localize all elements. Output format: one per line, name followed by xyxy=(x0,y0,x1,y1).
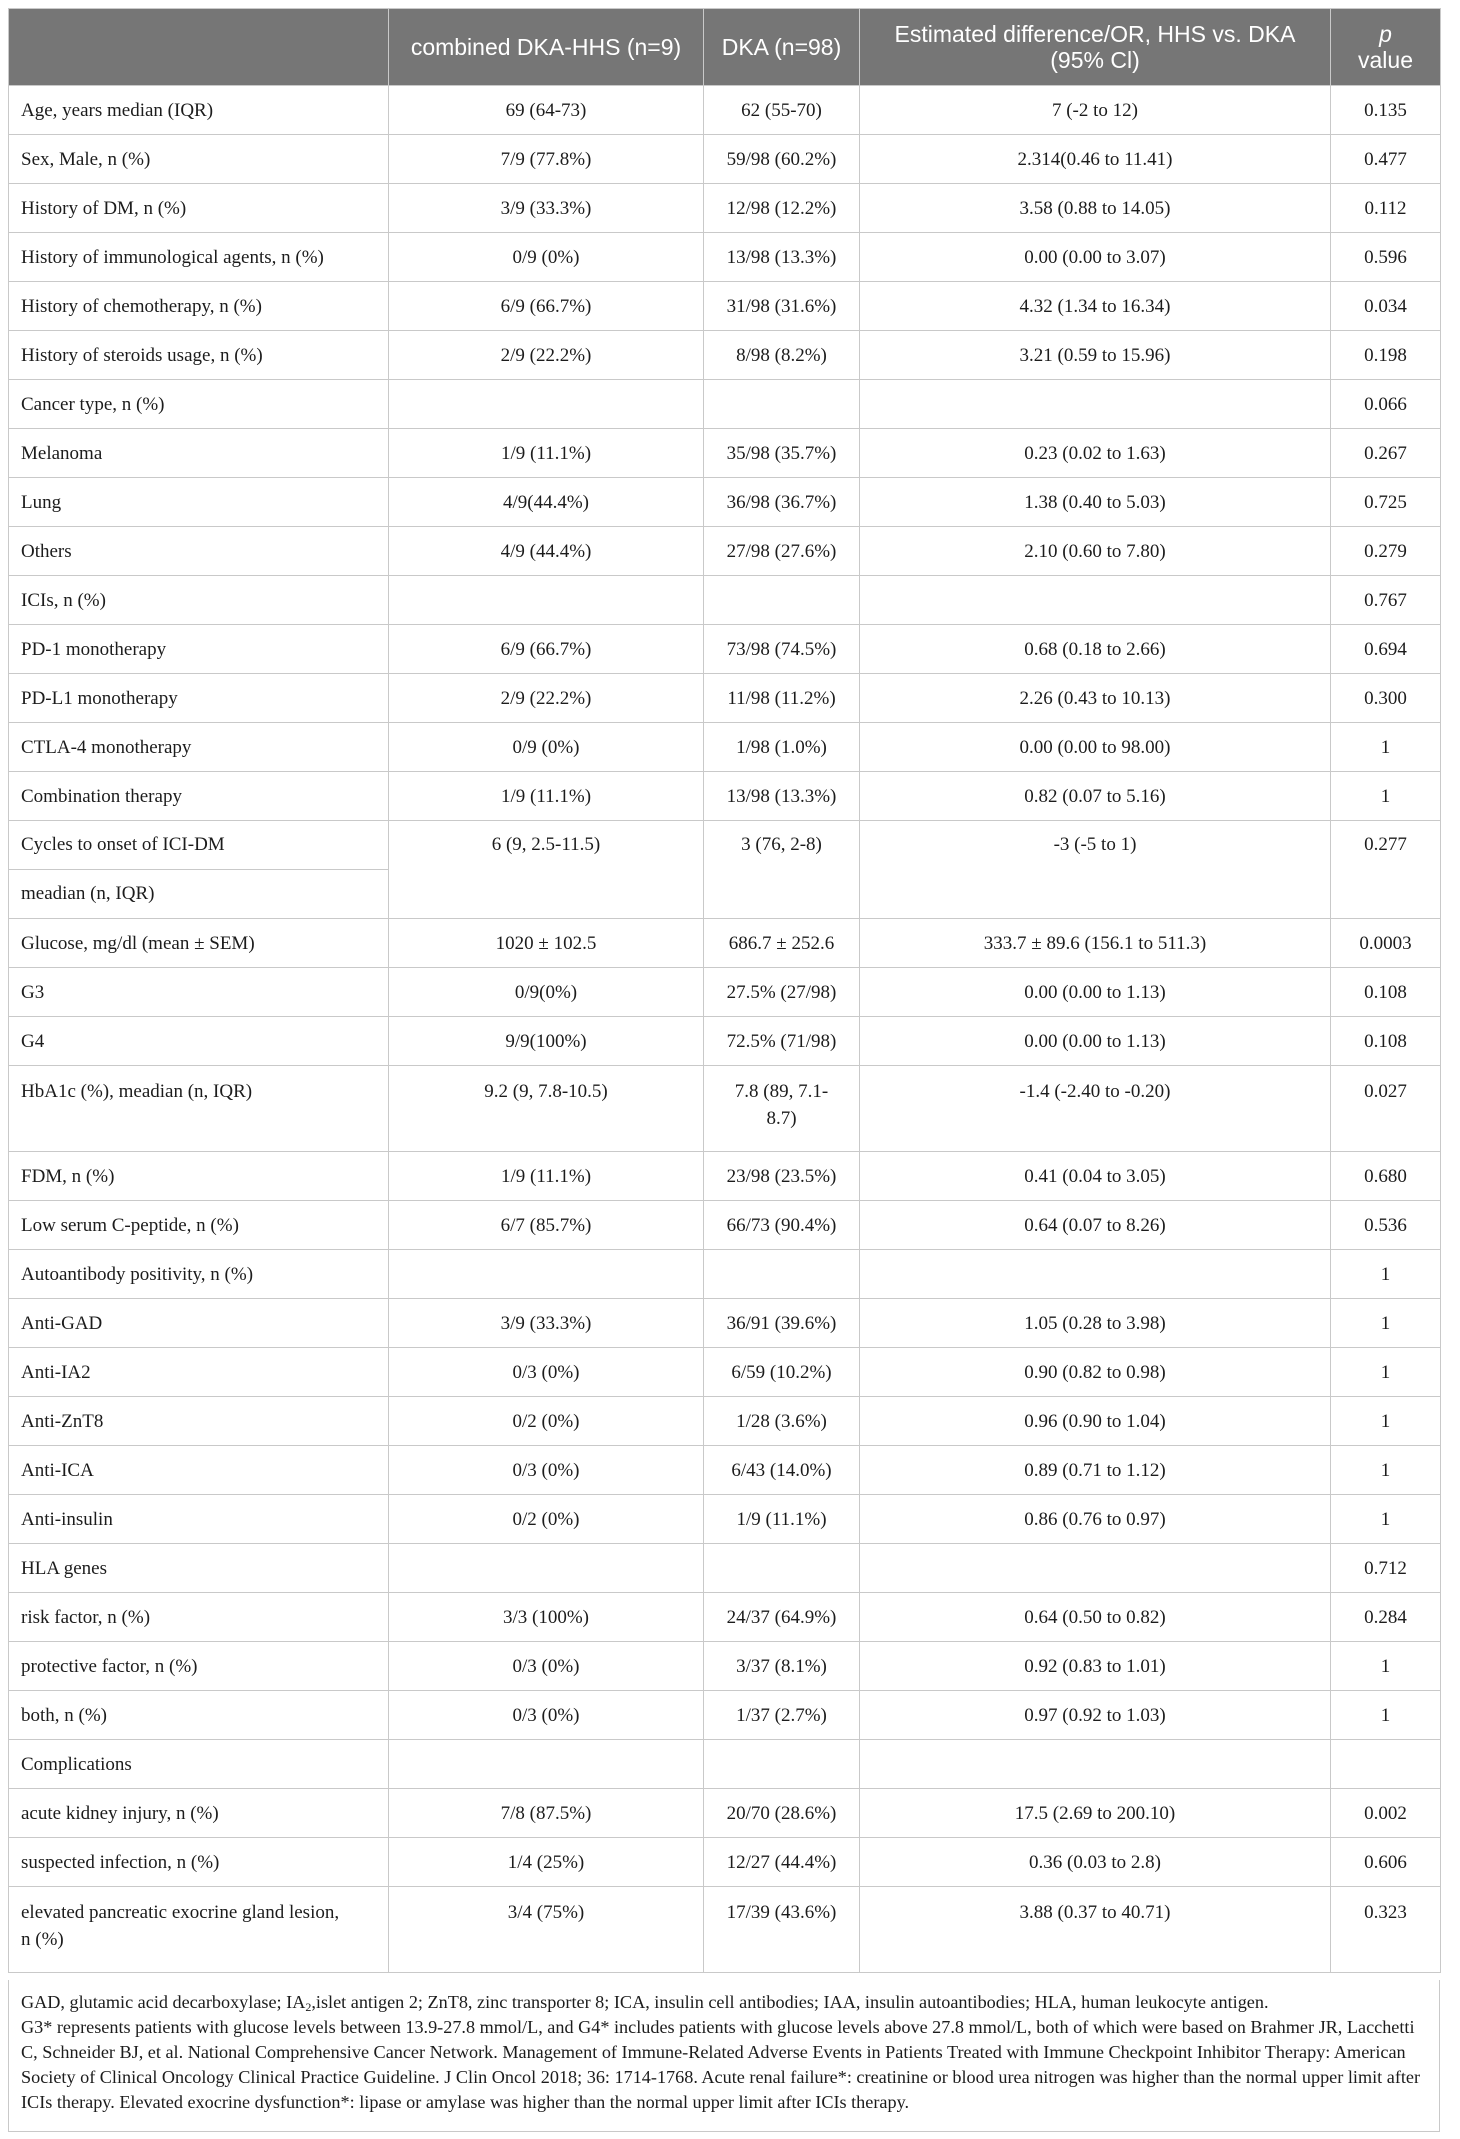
cell-combined: 1/9 (11.1%) xyxy=(389,1152,704,1201)
cell-combined: 1/9 (11.1%) xyxy=(389,772,704,821)
table-row xyxy=(9,1789,1441,1838)
cell-p: 0.135 xyxy=(1331,86,1441,135)
cell-dka: 1/98 (1.0%) xyxy=(704,723,860,772)
table-row xyxy=(9,1740,1441,1789)
cell-dka: 1/37 (2.7%) xyxy=(704,1691,860,1740)
cell-p: 0.002 xyxy=(1331,1789,1441,1838)
cell-dka: 12/98 (12.2%) xyxy=(704,184,860,233)
cell-estimate: 0.89 (0.71 to 1.12) xyxy=(860,1446,1331,1495)
row-label-cycles-b: meadian (n, IQR) xyxy=(21,883,155,904)
cell-dka: 8/98 (8.2%) xyxy=(704,331,860,380)
row-label: Sex, Male, n (%) xyxy=(9,135,389,184)
header-characteristic xyxy=(9,9,389,86)
cell-estimate: 0.86 (0.76 to 0.97) xyxy=(860,1495,1331,1544)
row-label: Anti-GAD xyxy=(9,1299,389,1348)
cell-estimate: 0.82 (0.07 to 5.16) xyxy=(860,772,1331,821)
cell-dka: 72.5% (71/98) xyxy=(704,1017,860,1066)
cell-combined: 3/4 (75%) xyxy=(389,1887,704,1973)
cell-dka: 20/70 (28.6%) xyxy=(704,1789,860,1838)
cell-combined: 69 (64-73) xyxy=(389,86,704,135)
cell-p: 0.0003 xyxy=(1331,919,1441,968)
row-label: Anti-IA2 xyxy=(9,1348,389,1397)
cell-estimate: 0.00 (0.00 to 1.13) xyxy=(860,968,1331,1017)
row-label-cycles-a: Cycles to onset of ICI-DM xyxy=(9,821,388,870)
table-row xyxy=(9,576,1441,625)
cell-estimate xyxy=(860,1544,1331,1593)
cell-estimate: 0.36 (0.03 to 2.8) xyxy=(860,1838,1331,1887)
cell-estimate: -3 (-5 to 1) xyxy=(860,821,1331,919)
row-label xyxy=(9,1887,389,1973)
table-row xyxy=(9,331,1441,380)
cell-dka: 13/98 (13.3%) xyxy=(704,233,860,282)
cell-dka: 17/39 (43.6%) xyxy=(704,1887,860,1973)
cell-estimate xyxy=(860,1250,1331,1299)
table-row xyxy=(9,625,1441,674)
row-label-cycles xyxy=(9,821,389,919)
cell-p: 0.034 xyxy=(1331,282,1441,331)
cell-p: 0.279 xyxy=(1331,527,1441,576)
cell-estimate: 0.41 (0.04 to 3.05) xyxy=(860,1152,1331,1201)
cell-estimate: 333.7 ± 89.6 (156.1 to 511.3) xyxy=(860,919,1331,968)
cell-combined: 0/2 (0%) xyxy=(389,1397,704,1446)
cell-combined: 0/2 (0%) xyxy=(389,1495,704,1544)
cell-estimate: 2.10 (0.60 to 7.80) xyxy=(860,527,1331,576)
cell-estimate: 2.26 (0.43 to 10.13) xyxy=(860,674,1331,723)
cell-p: 1 xyxy=(1331,1299,1441,1348)
row-label: HbA1c (%), meadian (n, IQR) xyxy=(9,1066,389,1152)
cell-dka: 62 (55-70) xyxy=(704,86,860,135)
cell-p: 0.284 xyxy=(1331,1593,1441,1642)
cell-combined: 9.2 (9, 7.8-10.5) xyxy=(389,1066,704,1152)
cell-p: 0.606 xyxy=(1331,1838,1441,1887)
row-label: Combination therapy xyxy=(9,772,389,821)
table-row xyxy=(9,1446,1441,1495)
row-label: Age, years median (IQR) xyxy=(9,86,389,135)
cell-combined: 0/3 (0%) xyxy=(389,1446,704,1495)
row-label: Lung xyxy=(9,478,389,527)
footnote-abbrev-b: ,islet antigen 2; ZnT8, zinc transporter 8; ICA, insulin cell antibodies; IAA, insulin autoantibodies; HLA, human leukocyte antigen. xyxy=(311,1992,1269,2012)
cell-p: 0.536 xyxy=(1331,1201,1441,1250)
header-dka: DKA (n=98) xyxy=(704,9,860,86)
cell-estimate: -1.4 (-2.40 to -0.20) xyxy=(860,1066,1331,1152)
cell-estimate: 0.64 (0.50 to 0.82) xyxy=(860,1593,1331,1642)
row-label: suspected infection, n (%) xyxy=(9,1838,389,1887)
table-row xyxy=(9,1017,1441,1066)
cell-combined: 6 (9, 2.5-11.5) xyxy=(389,821,704,919)
row-label: FDM, n (%) xyxy=(9,1152,389,1201)
cell-dka: 36/91 (39.6%) xyxy=(704,1299,860,1348)
table-row xyxy=(9,1544,1441,1593)
table-body xyxy=(9,86,1441,1973)
cell-estimate xyxy=(860,380,1331,429)
cell-p: 0.300 xyxy=(1331,674,1441,723)
cell-combined: 6/9 (66.7%) xyxy=(389,625,704,674)
row-label: Others xyxy=(9,527,389,576)
cell-p: 0.027 xyxy=(1331,1066,1441,1152)
row-label: PD-1 monotherapy xyxy=(9,625,389,674)
cell-p: 0.277 xyxy=(1331,821,1441,919)
table-row xyxy=(9,723,1441,772)
table-row xyxy=(9,1299,1441,1348)
cell-dka: 35/98 (35.7%) xyxy=(704,429,860,478)
row-label: PD-L1 monotherapy xyxy=(9,674,389,723)
cell-estimate: 1.38 (0.40 to 5.03) xyxy=(860,478,1331,527)
cell-combined: 3/9 (33.3%) xyxy=(389,184,704,233)
table-row xyxy=(9,1642,1441,1691)
cell-p: 0.108 xyxy=(1331,1017,1441,1066)
header-p-italic: p xyxy=(1379,21,1392,47)
cell-dka xyxy=(704,1740,860,1789)
table-row xyxy=(9,527,1441,576)
cell-dka-line-a: 7.8 (89, 7.1- xyxy=(734,1081,829,1102)
cell-estimate: 7 (-2 to 12) xyxy=(860,86,1331,135)
row-label: protective factor, n (%) xyxy=(9,1642,389,1691)
row-label: risk factor, n (%) xyxy=(9,1593,389,1642)
cell-estimate: 3.58 (0.88 to 14.05) xyxy=(860,184,1331,233)
cell-dka xyxy=(704,576,860,625)
cell-estimate: 3.88 (0.37 to 40.71) xyxy=(860,1887,1331,1973)
cell-p: 1 xyxy=(1331,1446,1441,1495)
table-row xyxy=(9,1397,1441,1446)
cell-p: 1 xyxy=(1331,723,1441,772)
table-row xyxy=(9,380,1441,429)
cell-estimate: 0.00 (0.00 to 3.07) xyxy=(860,233,1331,282)
cell-combined: 1/4 (25%) xyxy=(389,1838,704,1887)
table-row-hba1c xyxy=(9,1066,1441,1152)
cell-p: 0.712 xyxy=(1331,1544,1441,1593)
table-footnote xyxy=(8,1980,1440,2132)
table-row xyxy=(9,429,1441,478)
cell-p: 1 xyxy=(1331,1495,1441,1544)
cell-dka: 6/43 (14.0%) xyxy=(704,1446,860,1495)
header-estimate: Estimated difference/OR, HHS vs. DKA (95% Cl) xyxy=(860,9,1331,86)
row-label: ICIs, n (%) xyxy=(9,576,389,625)
table-row xyxy=(9,1348,1441,1397)
cell-p: 1 xyxy=(1331,772,1441,821)
cell-dka: 73/98 (74.5%) xyxy=(704,625,860,674)
table-row-cycles xyxy=(9,821,1441,919)
cell-dka: 24/37 (64.9%) xyxy=(704,1593,860,1642)
row-label-line-a: elevated pancreatic exocrine gland lesion, xyxy=(21,1902,340,1923)
cell-combined: 7/9 (77.8%) xyxy=(389,135,704,184)
cell-dka: 59/98 (60.2%) xyxy=(704,135,860,184)
footnote-abbreviations xyxy=(21,1990,1427,2015)
table-row xyxy=(9,919,1441,968)
table-row xyxy=(9,674,1441,723)
row-label: Cancer type, n (%) xyxy=(9,380,389,429)
cell-combined: 0/9 (0%) xyxy=(389,723,704,772)
cell-dka: 1/9 (11.1%) xyxy=(704,1495,860,1544)
cell-p xyxy=(1331,1740,1441,1789)
cell-dka xyxy=(704,1250,860,1299)
row-label: Low serum C-peptide, n (%) xyxy=(9,1201,389,1250)
table-row xyxy=(9,1250,1441,1299)
cell-combined xyxy=(389,1740,704,1789)
table-row xyxy=(9,282,1441,331)
row-label: Melanoma xyxy=(9,429,389,478)
cell-dka: 23/98 (23.5%) xyxy=(704,1152,860,1201)
row-label: acute kidney injury, n (%) xyxy=(9,1789,389,1838)
row-label: History of chemotherapy, n (%) xyxy=(9,282,389,331)
cell-estimate: 0.23 (0.02 to 1.63) xyxy=(860,429,1331,478)
cell-combined: 3/3 (100%) xyxy=(389,1593,704,1642)
cell-dka xyxy=(704,1544,860,1593)
cell-combined: 0/3 (0%) xyxy=(389,1691,704,1740)
cell-p: 0.066 xyxy=(1331,380,1441,429)
table-row xyxy=(9,1495,1441,1544)
cell-dka: 12/27 (44.4%) xyxy=(704,1838,860,1887)
cell-p: 1 xyxy=(1331,1397,1441,1446)
cell-combined: 4/9(44.4%) xyxy=(389,478,704,527)
row-label: CTLA-4 monotherapy xyxy=(9,723,389,772)
cell-combined: 6/9 (66.7%) xyxy=(389,282,704,331)
table-row xyxy=(9,772,1441,821)
row-label: History of steroids usage, n (%) xyxy=(9,331,389,380)
cell-p: 0.267 xyxy=(1331,429,1441,478)
cell-dka-line-b: 8.7) xyxy=(766,1108,797,1129)
table-row xyxy=(9,1691,1441,1740)
cell-combined: 6/7 (85.7%) xyxy=(389,1201,704,1250)
cell-p: 1 xyxy=(1331,1642,1441,1691)
cell-estimate: 2.314(0.46 to 11.41) xyxy=(860,135,1331,184)
cell-dka xyxy=(704,1066,860,1152)
cell-dka: 66/73 (90.4%) xyxy=(704,1201,860,1250)
cell-estimate: 17.5 (2.69 to 200.10) xyxy=(860,1789,1331,1838)
cell-dka: 3 (76, 2-8) xyxy=(704,821,860,919)
cell-dka: 31/98 (31.6%) xyxy=(704,282,860,331)
cell-p: 0.108 xyxy=(1331,968,1441,1017)
cell-estimate: 4.32 (1.34 to 16.34) xyxy=(860,282,1331,331)
cell-estimate: 0.96 (0.90 to 1.04) xyxy=(860,1397,1331,1446)
footnote-abbrev-a: GAD, glutamic acid decarboxylase; IA xyxy=(21,1992,306,2012)
cell-combined xyxy=(389,1544,704,1593)
cell-p: 0.477 xyxy=(1331,135,1441,184)
row-label: History of immunological agents, n (%) xyxy=(9,233,389,282)
cell-combined: 3/9 (33.3%) xyxy=(389,1299,704,1348)
cell-estimate: 0.90 (0.82 to 0.98) xyxy=(860,1348,1331,1397)
table-row xyxy=(9,968,1441,1017)
table-row xyxy=(9,1201,1441,1250)
cell-estimate xyxy=(860,576,1331,625)
header-row xyxy=(9,9,1441,86)
cell-dka: 1/28 (3.6%) xyxy=(704,1397,860,1446)
cell-combined: 4/9 (44.4%) xyxy=(389,527,704,576)
cell-p: 1 xyxy=(1331,1250,1441,1299)
row-label: both, n (%) xyxy=(9,1691,389,1740)
footnote-abbrev-sub: 2 xyxy=(305,2000,312,2014)
cell-p: 0.596 xyxy=(1331,233,1441,282)
cell-combined xyxy=(389,1250,704,1299)
cell-p: 0.198 xyxy=(1331,331,1441,380)
cell-p: 0.694 xyxy=(1331,625,1441,674)
cell-dka: 27/98 (27.6%) xyxy=(704,527,860,576)
cell-estimate: 0.00 (0.00 to 1.13) xyxy=(860,1017,1331,1066)
cell-p: 1 xyxy=(1331,1348,1441,1397)
results-table xyxy=(8,8,1441,1973)
cell-estimate: 0.00 (0.00 to 98.00) xyxy=(860,723,1331,772)
cell-combined: 1/9 (11.1%) xyxy=(389,429,704,478)
cell-combined: 7/8 (87.5%) xyxy=(389,1789,704,1838)
footnote-definitions: G3* represents patients with glucose levels between 13.9-27.8 mmol/L, and G4* includes patients with glucose levels above 27.8 mmol/L, both of which were based on Brahmer JR, Lacchetti C, Schneider BJ, et al. National Comprehensive Cancer Network. Management of Immune-Related Adverse Events in Patients Treated with Immune Checkpoint Inhibitor Therapy: American Society of Clinical Oncology Clinical Practice Guideline. J Clin Oncol 2018; 36: 1714-1768. Acute renal failure*: creatinine or blood urea nitrogen was higher than the normal upper limit after ICIs therapy. Elevated exocrine dysfunction*: lipase or amylase was higher than the normal upper limit after ICIs therapy. xyxy=(21,2017,1421,2112)
header-p-value xyxy=(1331,9,1441,86)
table-row xyxy=(9,135,1441,184)
row-label: Complications xyxy=(9,1740,389,1789)
cell-p: 0.725 xyxy=(1331,478,1441,527)
cell-combined xyxy=(389,380,704,429)
cell-estimate: 3.21 (0.59 to 15.96) xyxy=(860,331,1331,380)
cell-estimate: 0.68 (0.18 to 2.66) xyxy=(860,625,1331,674)
cell-dka: 36/98 (36.7%) xyxy=(704,478,860,527)
cell-combined: 0/3 (0%) xyxy=(389,1348,704,1397)
cell-dka: 13/98 (13.3%) xyxy=(704,772,860,821)
table-row xyxy=(9,478,1441,527)
cell-combined: 0/3 (0%) xyxy=(389,1642,704,1691)
table-row xyxy=(9,1593,1441,1642)
cell-combined: 2/9 (22.2%) xyxy=(389,674,704,723)
table-row xyxy=(9,1838,1441,1887)
row-label: Anti-ICA xyxy=(9,1446,389,1495)
row-label: Autoantibody positivity, n (%) xyxy=(9,1250,389,1299)
cell-estimate xyxy=(860,1740,1331,1789)
table-row xyxy=(9,233,1441,282)
row-label: HLA genes xyxy=(9,1544,389,1593)
cell-dka: 6/59 (10.2%) xyxy=(704,1348,860,1397)
table-row xyxy=(9,86,1441,135)
row-label-line-b: n (%) xyxy=(21,1929,64,1950)
cell-estimate: 0.92 (0.83 to 1.01) xyxy=(860,1642,1331,1691)
header-combined: combined DKA-HHS (n=9) xyxy=(389,9,704,86)
cell-p: 0.767 xyxy=(1331,576,1441,625)
table-row-exocrine xyxy=(9,1887,1441,1973)
cell-dka xyxy=(704,380,860,429)
table-row xyxy=(9,1152,1441,1201)
row-label: Anti-insulin xyxy=(9,1495,389,1544)
row-label: Glucose, mg/dl (mean ± SEM) xyxy=(9,919,389,968)
cell-dka: 3/37 (8.1%) xyxy=(704,1642,860,1691)
cell-combined: 1020 ± 102.5 xyxy=(389,919,704,968)
cell-estimate: 1.05 (0.28 to 3.98) xyxy=(860,1299,1331,1348)
cell-dka: 686.7 ± 252.6 xyxy=(704,919,860,968)
header-p-rest: value xyxy=(1358,47,1413,73)
row-label: Anti-ZnT8 xyxy=(9,1397,389,1446)
cell-estimate: 0.97 (0.92 to 1.03) xyxy=(860,1691,1331,1740)
row-label: G3 xyxy=(9,968,389,1017)
cell-p: 0.680 xyxy=(1331,1152,1441,1201)
cell-dka: 27.5% (27/98) xyxy=(704,968,860,1017)
cell-estimate: 0.64 (0.07 to 8.26) xyxy=(860,1201,1331,1250)
cell-combined: 2/9 (22.2%) xyxy=(389,331,704,380)
cell-p: 0.112 xyxy=(1331,184,1441,233)
cell-combined: 0/9 (0%) xyxy=(389,233,704,282)
cell-dka: 11/98 (11.2%) xyxy=(704,674,860,723)
row-label: History of DM, n (%) xyxy=(9,184,389,233)
cell-combined: 0/9(0%) xyxy=(389,968,704,1017)
cell-p: 0.323 xyxy=(1331,1887,1441,1973)
table-row xyxy=(9,184,1441,233)
cell-combined: 9/9(100%) xyxy=(389,1017,704,1066)
cell-p: 1 xyxy=(1331,1691,1441,1740)
row-label: G4 xyxy=(9,1017,389,1066)
cell-combined xyxy=(389,576,704,625)
